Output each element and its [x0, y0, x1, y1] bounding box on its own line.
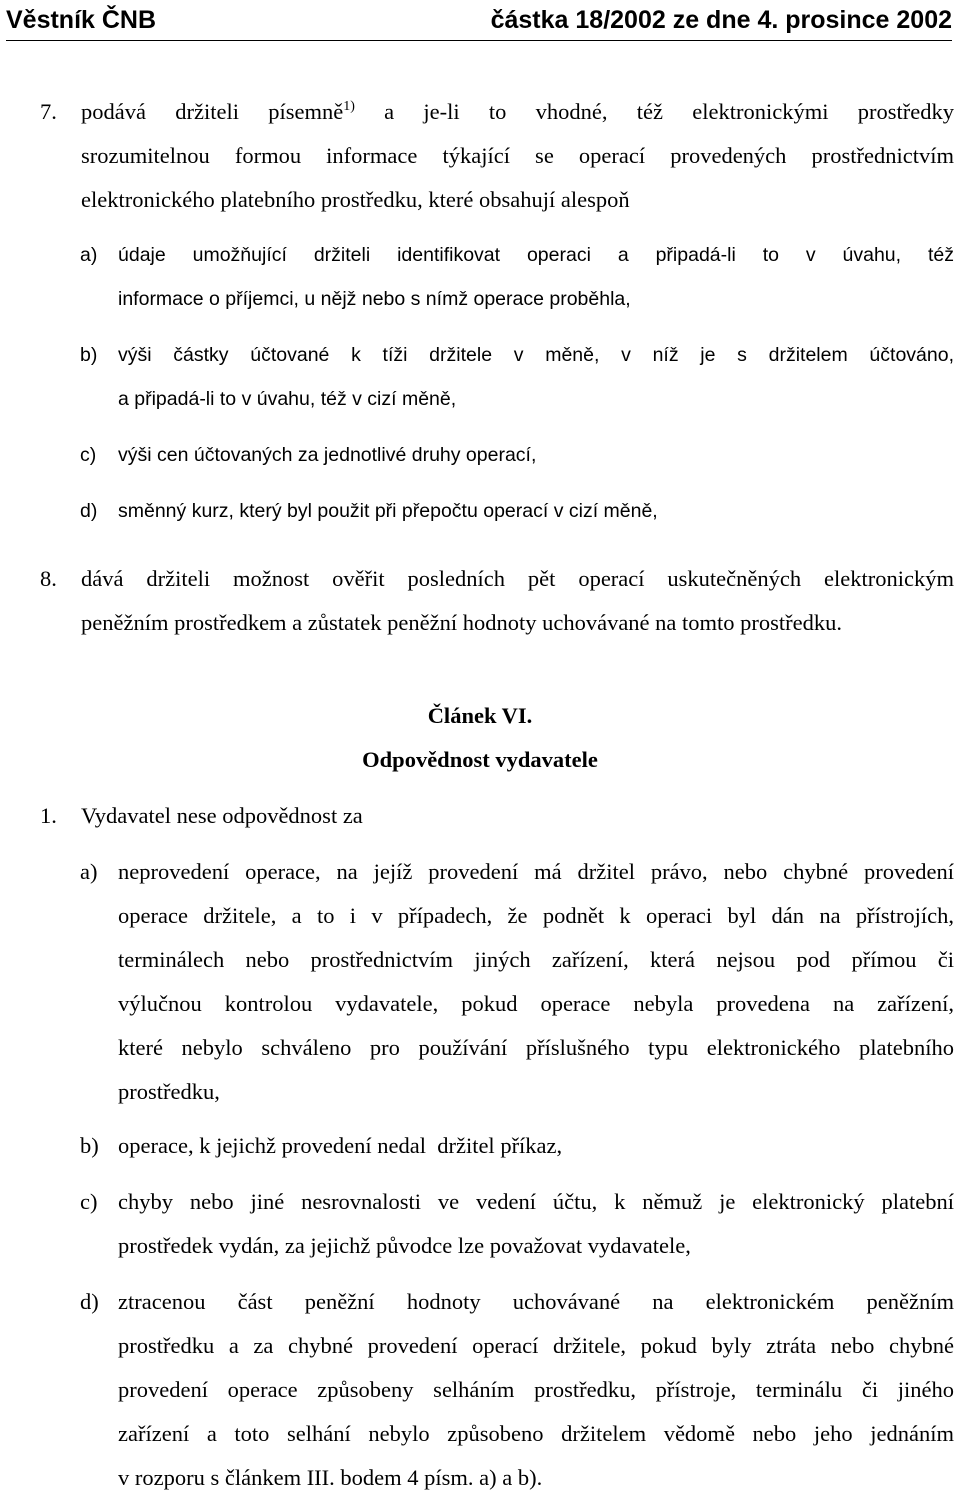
text-line: chyby nebo jiné nesrovnalosti ve vedení účtu, k němuž je elektronický platební [118, 1189, 954, 1214]
item-number: 7. [40, 99, 57, 124]
text-line: v rozporu s článkem III. bodem 4 písm. a) a b). [118, 1465, 543, 1490]
text-line: prostředku a za chybné provedení operací držitele, pokud byly ztráta nebo chybné [118, 1333, 954, 1358]
text-line: směnný kurz, který byl použit při přepočtu operací v cizí měně, [118, 500, 658, 522]
text-line: operace držitele, a to i v případech, že podnět k operaci byl dán na přístrojích, [118, 903, 954, 928]
text-line: terminálech nebo prostřednictvím jiných zařízení, která nejsou pod přímou či [118, 947, 954, 972]
item-8-body [81, 557, 954, 645]
text-line: výlučnou kontrolou vydavatele, pokud operace nebyla provedena na zařízení, [118, 991, 954, 1016]
footnote-mark: 1) [343, 99, 355, 114]
subitem-letter: b) [80, 1133, 99, 1158]
text-line: informace o příjemci, u nějž nebo s nímž operace proběhla, [118, 288, 631, 310]
text-line: které nebylo schváleno pro používání příslušného typu elektronického platebního [118, 1035, 954, 1060]
text-line: a připadá-li to v úvahu, též v cizí měně, [118, 388, 457, 410]
subitem-1a [80, 850, 954, 1114]
subitem-letter: d) [80, 1289, 99, 1314]
text-line: provedení operace způsobeny selháním prostředku, přístroje, terminálu či jiného [118, 1377, 954, 1402]
text-line: operace, k jejichž provedení nedal držitel příkaz, [118, 1133, 563, 1158]
item-7 [40, 90, 954, 222]
header-journal-title: Věstník ČNB [6, 6, 157, 34]
text-line: výši částky účtované k tíži držitele v měně, v níž je s držitelem účtováno, [118, 344, 954, 366]
text-line: zařízení a toto selhání nebylo způsobeno držitelem vědomě nebo jeho jednáním [118, 1421, 954, 1446]
subitem-1c [80, 1180, 954, 1268]
subitem-letter: c) [80, 444, 97, 466]
item-8 [40, 557, 954, 645]
text-line: srozumitelnou formou informace týkající se operací provedených prostřednictvím [81, 143, 954, 168]
subitem-letter: a) [80, 859, 98, 884]
header-issue-info: částka 18/2002 ze dne 4. prosince 2002 [490, 6, 952, 34]
subitem-7b [80, 333, 954, 421]
text-line: ztracenou část peněžní hodnoty uchovávané na elektronickém peněžním [118, 1289, 954, 1314]
page-header [6, 4, 952, 41]
text-line: podává držiteli písemně$^{1)}$ a je-li to vhodné, též elektronickými prostředky [81, 99, 954, 124]
text-line: výši cen účtovaných za jednotlivé druhy operací, [118, 444, 537, 466]
text-line: prostředku, [118, 1079, 220, 1104]
text-line: dává držiteli možnost ověřit posledních pět operací uskutečněných elektronickým [81, 566, 954, 591]
item-7-body [81, 90, 954, 222]
subitem-7a [80, 233, 954, 321]
item-number: 1. [40, 803, 57, 828]
text-line: neprovedení operace, na jejíž provedení má držitel právo, nebo chybné provedení [118, 859, 954, 884]
text-line: prostředek vydán, za jejichž původce lze považovat vydavatele, [118, 1233, 691, 1258]
article-title: Článek VI. [427, 703, 533, 728]
text-line: Vydavatel nese odpovědnost za [81, 803, 363, 828]
text-line: elektronického platebního prostředku, které obsahují alespoň [81, 187, 630, 212]
text-line: údaje umožňující držiteli identifikovat operaci a připadá-li to v úvahu, též [118, 244, 954, 266]
text-line: peněžním prostředkem a zůstatek peněžní hodnoty uchovávané na tomto prostředku. [81, 610, 843, 635]
item-1 [40, 794, 954, 838]
subitem-letter: a) [80, 244, 98, 266]
subitem-1b [80, 1124, 954, 1168]
article-subtitle: Odpovědnost vydavatele [362, 747, 598, 772]
subitem-1d [80, 1280, 954, 1500]
subitem-letter: b) [80, 344, 98, 366]
subitem-7c [80, 433, 954, 477]
subitem-letter: c) [80, 1189, 98, 1214]
subitem-7d [80, 489, 954, 533]
subitem-letter: d) [80, 500, 98, 522]
item-number: 8. [40, 566, 57, 591]
